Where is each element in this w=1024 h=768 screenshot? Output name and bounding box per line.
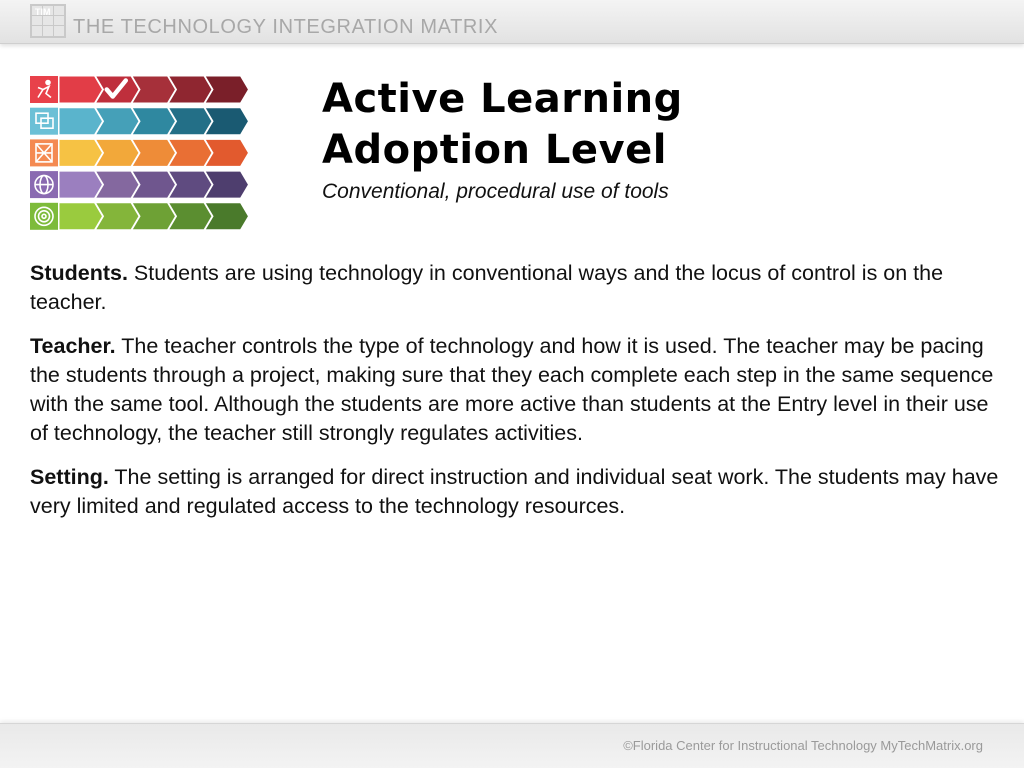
svg-text:TIM: TIM <box>35 7 51 17</box>
matrix-cell <box>59 108 103 135</box>
students-paragraph <box>30 259 1000 317</box>
slide-title-line1: Active Learning <box>322 76 683 122</box>
footer-text: ©Florida Center for Instructional Technology MyTechMatrix.org <box>623 738 983 753</box>
matrix-graphic <box>30 76 260 230</box>
description-body <box>30 259 1000 536</box>
teacher-label: Teacher. <box>30 334 116 358</box>
slide-subtitle: Conventional, procedural use of tools <box>322 180 669 203</box>
header-title: THE TECHNOLOGY INTEGRATION MATRIX <box>73 16 499 38</box>
matrix-cell <box>59 203 103 230</box>
matrix-row <box>30 76 249 103</box>
footer-bar <box>0 723 1024 768</box>
matrix-cell <box>59 171 103 198</box>
matrix-row <box>30 108 249 135</box>
setting-text: The setting is arranged for direct instruction and individual seat work. The students may have very limited and regulated access to the technology resources. <box>30 465 999 518</box>
teacher-text: The teacher controls the type of technology and how it is used. The teacher may be pacing the students through a project, making sure that they each complete each step in the same sequence with the same tool. Although the students are more active than students at the Entry level in their use of technology, the teacher still strongly regulates activities. <box>30 334 994 445</box>
header-bar <box>0 0 1024 44</box>
slide-title <box>322 74 683 176</box>
tim-logo-icon <box>30 4 66 38</box>
matrix-row <box>30 171 249 198</box>
matrix-row <box>30 139 249 166</box>
setting-label: Setting. <box>30 465 109 489</box>
students-text: Students are using technology in conventional ways and the locus of control is on the teacher. <box>30 261 944 314</box>
matrix-cell <box>59 76 103 103</box>
matrix-row <box>30 203 249 230</box>
matrix-cell <box>59 139 103 166</box>
students-label: Students. <box>30 261 128 285</box>
setting-paragraph <box>30 463 1000 521</box>
slide-title-line2: Adoption Level <box>322 127 667 173</box>
teacher-paragraph <box>30 332 1000 448</box>
